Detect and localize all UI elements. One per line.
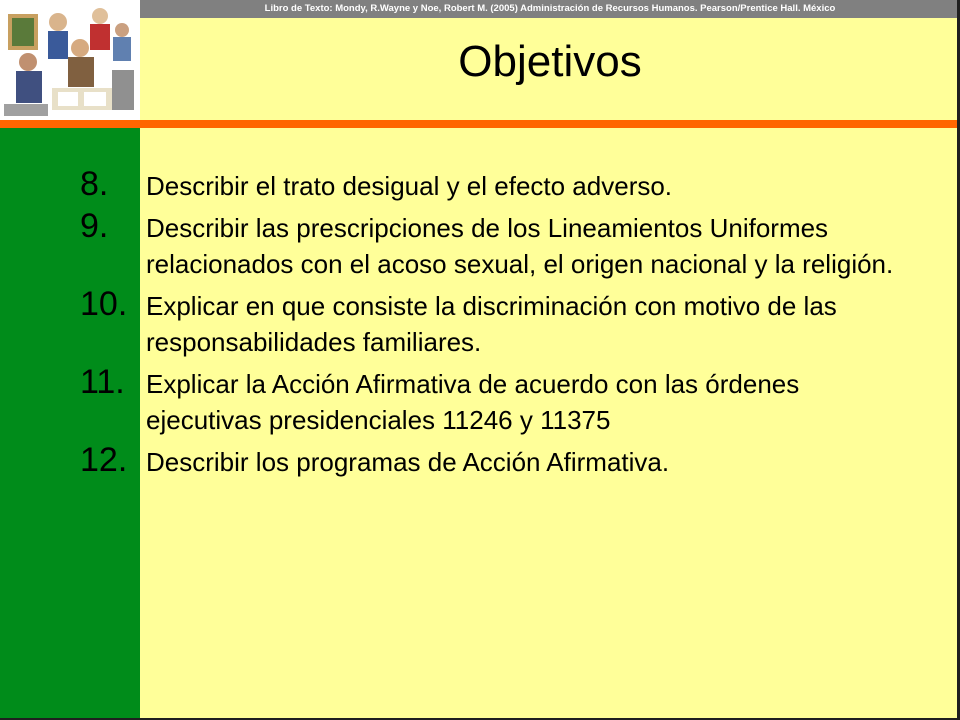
item-number: 10. xyxy=(80,285,128,323)
item-text: Describir los programas de Acción Afirmativa. xyxy=(146,447,670,477)
item-number: 12. xyxy=(80,441,128,479)
list-item xyxy=(80,441,920,480)
list-item xyxy=(80,165,920,204)
slide-title: Objetivos xyxy=(458,37,642,86)
item-text: Explicar en que consiste la discriminación con motivo de las responsabilidades familiares. xyxy=(146,291,837,357)
item-text: Describir las prescripciones de los Lineamientos Uniformes relacionados con el acoso sexual, el origen nacional y la religión. xyxy=(146,213,894,279)
citation-bar: Libro de Texto: Mondy, R.Wayne y Noe, Robert M. (2005) Administración de Recursos Humanos. Pearson/Prentice Hall. México xyxy=(140,0,960,18)
item-text: Explicar la Acción Afirmativa de acuerdo con las órdenes ejecutivas presidenciales 11246 y 11375 xyxy=(146,369,800,435)
item-number: 8. xyxy=(80,165,109,203)
list-item xyxy=(80,285,920,360)
item-text: Describir el trato desigual y el efecto adverso. xyxy=(146,171,673,201)
collage-photo-icon xyxy=(0,0,140,120)
list-item xyxy=(80,207,920,282)
list-item xyxy=(80,363,920,438)
item-number: 9. xyxy=(80,207,109,245)
header-divider xyxy=(0,120,960,128)
objectives-list xyxy=(80,165,920,486)
item-number: 11. xyxy=(80,363,125,401)
